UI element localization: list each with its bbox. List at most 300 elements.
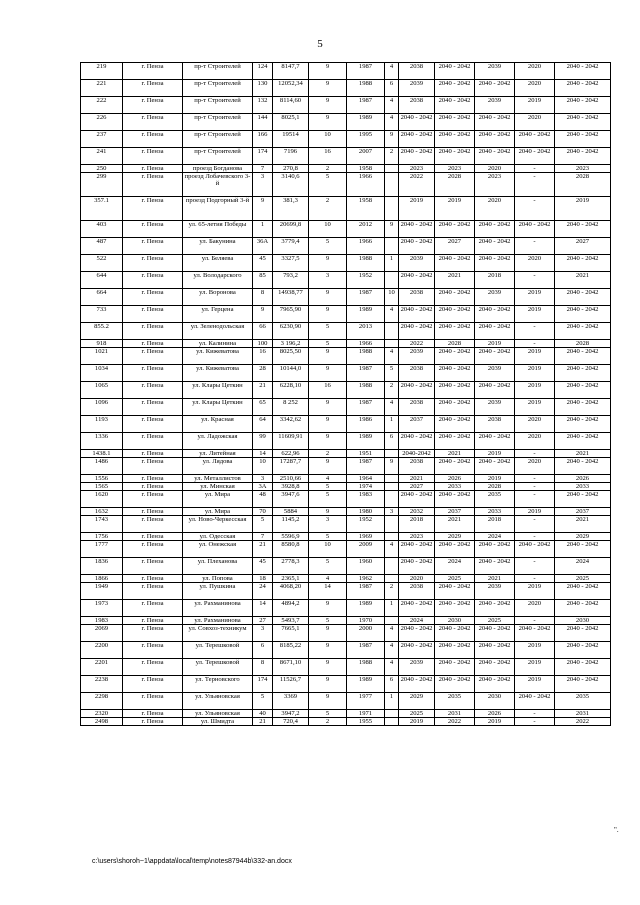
table-cell (385, 450, 399, 458)
table-cell: 2040 - 2042 (435, 458, 475, 475)
table-cell: ул. Клары Цеткин (183, 399, 253, 416)
table-cell: 2021 (435, 516, 475, 533)
table-cell: 2000 (347, 625, 385, 642)
table-cell: 5 (309, 340, 347, 348)
table-cell: пр-т Строителей (183, 148, 253, 165)
table-cell: 24 (253, 583, 273, 600)
table-cell: 2021 (555, 516, 611, 533)
table-cell: пр-т Строителей (183, 97, 253, 114)
table-cell: 2019 (515, 399, 555, 416)
table-cell: 2025 (555, 575, 611, 583)
table-cell: 9 (385, 458, 399, 475)
table-cell: 250 (81, 165, 123, 173)
table-cell: 10 (309, 541, 347, 558)
table-cell: ул. Шмидта (183, 718, 253, 726)
table-cell: 1 (253, 221, 273, 238)
table-cell: 2040 - 2042 (435, 131, 475, 148)
table-row (81, 625, 611, 642)
table-cell: 2040 - 2042 (555, 676, 611, 693)
table-cell: г. Пенза (123, 238, 183, 255)
table-cell: 2040 - 2042 (555, 148, 611, 165)
table-cell: ул. Плеханова (183, 558, 253, 575)
table-cell: 2040 - 2042 (399, 114, 435, 131)
table-cell: 9 (309, 365, 347, 382)
table-cell: 3369 (273, 693, 309, 710)
table-cell: г. Пенза (123, 642, 183, 659)
table-cell: 7965,90 (273, 306, 309, 323)
table-cell: 1 (385, 416, 399, 433)
table-cell: 5 (309, 483, 347, 491)
table-cell: ул. Терешковой (183, 659, 253, 676)
table-cell: 3 (253, 475, 273, 483)
table-cell: 174 (253, 676, 273, 693)
table-cell: - (515, 710, 555, 718)
table-cell: 2040 - 2042 (435, 659, 475, 676)
table-cell: ул. Ново-Черкесская (183, 516, 253, 533)
table-cell: 1960 (347, 558, 385, 575)
table-cell: 487 (81, 238, 123, 255)
table-cell: 10 (309, 221, 347, 238)
table-cell (385, 575, 399, 583)
table-cell: 6 (253, 642, 273, 659)
table-cell: 2040 - 2042 (475, 382, 515, 399)
table-cell: 174 (253, 148, 273, 165)
table-cell: 2019 (515, 348, 555, 365)
table-cell: 1988 (347, 80, 385, 97)
table-cell: 2031 (555, 710, 611, 718)
table-cell: ул. Совхоз-техникум (183, 625, 253, 642)
table-cell: 2020 (515, 114, 555, 131)
table-cell: 2040 - 2042 (475, 558, 515, 575)
table-cell: г. Пенза (123, 323, 183, 340)
table-cell: 2040 - 2042 (435, 676, 475, 693)
table-cell: 14 (253, 600, 273, 617)
table-cell: 2019 (475, 718, 515, 726)
table-cell: г. Пенза (123, 491, 183, 508)
table-cell: 2040 - 2042 (555, 306, 611, 323)
table-cell: 19514 (273, 131, 309, 148)
table-cell: 2040 - 2042 (475, 348, 515, 365)
table-cell: 3 (385, 508, 399, 516)
table-cell: 2040 - 2042 (435, 114, 475, 131)
table-cell: 2029 (435, 533, 475, 541)
table-cell: 1966 (347, 340, 385, 348)
table-cell: 2040 - 2042 (555, 323, 611, 340)
table-row (81, 710, 611, 718)
table-cell: 1989 (347, 306, 385, 323)
table-cell: ул. Кижеватова (183, 348, 253, 365)
table-cell: 2019 (515, 306, 555, 323)
table-cell (385, 558, 399, 575)
table-cell: 1556 (81, 475, 123, 483)
table-cell: 5 (309, 533, 347, 541)
table-cell: 16 (309, 382, 347, 399)
table-cell: 1977 (347, 693, 385, 710)
table-cell: 2022 (399, 173, 435, 197)
table-cell: - (515, 340, 555, 348)
table-cell: ул. Терешковой (183, 642, 253, 659)
table-cell: 2024 (435, 558, 475, 575)
table-cell: 2021 (435, 450, 475, 458)
table-cell: 9 (385, 131, 399, 148)
table-cell: 3А (253, 483, 273, 491)
table-cell: 5 (309, 617, 347, 625)
table-cell (385, 491, 399, 508)
table-cell: 6228,10 (273, 382, 309, 399)
table-cell: г. Пенза (123, 165, 183, 173)
table-cell (385, 340, 399, 348)
table-cell: 9 (309, 80, 347, 97)
table-cell (385, 197, 399, 221)
table-cell: 2040 - 2042 (555, 221, 611, 238)
table-cell: - (515, 617, 555, 625)
table-cell: ул. Калинина (183, 340, 253, 348)
table-cell: 2040 - 2042 (475, 625, 515, 642)
table-cell: ул. Попова (183, 575, 253, 583)
table-cell: 40 (253, 710, 273, 718)
table-cell: 124 (253, 63, 273, 80)
table-cell: - (515, 575, 555, 583)
table-cell: 1988 (347, 659, 385, 676)
table-cell: ул. Ульяновская (183, 693, 253, 710)
table-cell: 2040 - 2042 (475, 541, 515, 558)
table-cell (385, 238, 399, 255)
table-cell: ул. Володарского (183, 272, 253, 289)
table-cell: 1987 (347, 583, 385, 600)
table-cell: 2 (309, 197, 347, 221)
table-row (81, 416, 611, 433)
table-cell: 2019 (475, 475, 515, 483)
table-row (81, 340, 611, 348)
table-row (81, 541, 611, 558)
table-cell: 2022 (399, 340, 435, 348)
table-cell: 2040 - 2042 (399, 382, 435, 399)
table-cell: 2778,3 (273, 558, 309, 575)
table-cell: 1969 (347, 533, 385, 541)
table-cell: 4068,20 (273, 583, 309, 600)
table-cell: 4 (385, 659, 399, 676)
table-cell: 2040 - 2042 (515, 693, 555, 710)
table-cell: 8025,1 (273, 114, 309, 131)
table-cell: 2019 (475, 340, 515, 348)
table-cell: 1955 (347, 718, 385, 726)
table-cell: 1 (385, 693, 399, 710)
table-cell: 2040 - 2042 (399, 600, 435, 617)
table-row (81, 131, 611, 148)
table-cell: 9 (309, 114, 347, 131)
table-cell: 6230,90 (273, 323, 309, 340)
table-cell: 4 (385, 399, 399, 416)
table-cell: 2038 (399, 399, 435, 416)
table-cell: 720,4 (273, 718, 309, 726)
table-cell: 2025 (475, 617, 515, 625)
table-cell: 8 (253, 659, 273, 676)
table-cell: ул. Ульяновская (183, 710, 253, 718)
table-cell: 2040 - 2042 (555, 625, 611, 642)
table-cell: г. Пенза (123, 710, 183, 718)
table-cell: 1964 (347, 475, 385, 483)
table-cell: 9 (253, 306, 273, 323)
table-cell (385, 272, 399, 289)
table-cell: 7 (253, 533, 273, 541)
table-cell: 622,96 (273, 450, 309, 458)
table-cell: 2040 - 2042 (555, 131, 611, 148)
table-cell: 5 (309, 558, 347, 575)
table-cell: 9 (309, 63, 347, 80)
table-cell: 2040 - 2042 (555, 583, 611, 600)
table-cell: 4 (385, 114, 399, 131)
table-cell: 4 (309, 475, 347, 483)
table-cell: 1974 (347, 483, 385, 491)
table-cell: 2040 - 2042 (555, 289, 611, 306)
table-cell: 299 (81, 173, 123, 197)
table-cell: 2026 (435, 475, 475, 483)
table-cell: г. Пенза (123, 575, 183, 583)
table-cell: 2 (309, 450, 347, 458)
table-cell: г. Пенза (123, 475, 183, 483)
table-cell: 2038 (399, 458, 435, 475)
table-cell: 2007 (347, 148, 385, 165)
table-cell: 2026 (555, 475, 611, 483)
table-cell: 2012 (347, 221, 385, 238)
table-cell: 3947,2 (273, 710, 309, 718)
table-cell: 36А (253, 238, 273, 255)
table-row (81, 533, 611, 541)
table-cell: 3342,62 (273, 416, 309, 433)
table-cell: 2039 (475, 583, 515, 600)
table-cell: г. Пенза (123, 340, 183, 348)
table-cell: 2030 (435, 617, 475, 625)
table-cell (385, 475, 399, 483)
table-cell: 8671,10 (273, 659, 309, 676)
table-cell: 2009 (347, 541, 385, 558)
table-cell: 2033 (475, 508, 515, 516)
table-cell: ул. Мира (183, 491, 253, 508)
table-cell: г. Пенза (123, 382, 183, 399)
table-cell: 5 (253, 693, 273, 710)
table-cell: 1983 (347, 491, 385, 508)
table-cell: 8 (253, 289, 273, 306)
table-cell: г. Пенза (123, 114, 183, 131)
table-cell: 8147,7 (273, 63, 309, 80)
table-cell: 7196 (273, 148, 309, 165)
table-cell: 2040 - 2042 (475, 148, 515, 165)
table-row (81, 450, 611, 458)
table-cell: ул. Зеленодольская (183, 323, 253, 340)
table-cell: 2040 - 2042 (435, 323, 475, 340)
table-cell: 2040 - 2042 (555, 80, 611, 97)
table-cell: 2040 - 2042 (555, 399, 611, 416)
table-cell: 2029 (555, 533, 611, 541)
table-cell: 3 (253, 625, 273, 642)
table-cell: 3 (309, 272, 347, 289)
table-cell: г. Пенза (123, 508, 183, 516)
table-row (81, 575, 611, 583)
table-cell: 9 (309, 458, 347, 475)
table-cell: 2024 (399, 617, 435, 625)
table-row (81, 63, 611, 80)
table-cell: 9 (309, 348, 347, 365)
table-row (81, 114, 611, 131)
table-cell: 14 (309, 583, 347, 600)
table-cell: 2020 (515, 458, 555, 475)
table-cell: 6 (385, 433, 399, 450)
table-cell: 2039 (475, 289, 515, 306)
table-cell: 8 252 (273, 399, 309, 416)
table-cell: г. Пенза (123, 148, 183, 165)
table-cell: 2038 (399, 63, 435, 80)
table-cell: 6 (385, 80, 399, 97)
table-cell: 2040 - 2042 (399, 306, 435, 323)
table-cell: г. Пенза (123, 693, 183, 710)
table-cell (385, 710, 399, 718)
table-cell: 644 (81, 272, 123, 289)
table-cell: 793,2 (273, 272, 309, 289)
table-cell: 2 (385, 382, 399, 399)
table-cell: 7665,1 (273, 625, 309, 642)
table-cell: г. Пенза (123, 289, 183, 306)
table-cell: 2040 - 2042 (475, 238, 515, 255)
table-cell: 2031 (435, 710, 475, 718)
table-cell: 2040 - 2042 (555, 642, 611, 659)
table-cell: 2039 (475, 399, 515, 416)
table-cell: г. Пенза (123, 348, 183, 365)
table-cell: 2035 (435, 693, 475, 710)
table-cell: г. Пенза (123, 617, 183, 625)
table-cell: 2020 (515, 255, 555, 272)
table-cell: 2040 - 2042 (435, 63, 475, 80)
table-cell: 2018 (399, 516, 435, 533)
table-cell: 2040 - 2042 (399, 625, 435, 642)
table-cell: ул. Герцена (183, 306, 253, 323)
table-cell: 2040 - 2042 (475, 221, 515, 238)
table-cell: 2200 (81, 642, 123, 659)
table-cell: ул. Терновского (183, 676, 253, 693)
table-cell: 1971 (347, 710, 385, 718)
table-cell: 2030 (475, 693, 515, 710)
table-cell: 2039 (399, 80, 435, 97)
table-row (81, 323, 611, 340)
table-cell: г. Пенза (123, 718, 183, 726)
table-cell: 2040 - 2042 (399, 676, 435, 693)
table-cell: 2021 (475, 575, 515, 583)
table-cell: 166 (253, 131, 273, 148)
table-cell: 2021 (555, 450, 611, 458)
table-cell: 2022 (555, 718, 611, 726)
table-cell: 2026 (475, 710, 515, 718)
table-cell: пр-т Строителей (183, 63, 253, 80)
table-cell: 3779,4 (273, 238, 309, 255)
table-cell: 9 (309, 255, 347, 272)
table-cell: 1021 (81, 348, 123, 365)
table-cell: 2069 (81, 625, 123, 642)
table-cell: 2028 (435, 340, 475, 348)
table-row (81, 382, 611, 399)
table-row (81, 272, 611, 289)
table-cell: 1 (385, 255, 399, 272)
table-cell: 2035 (475, 491, 515, 508)
table-cell: 4 (385, 541, 399, 558)
table-cell: 1777 (81, 541, 123, 558)
table-cell: 2040 - 2042 (555, 114, 611, 131)
table-cell: - (515, 173, 555, 197)
table-cell: 5 (309, 173, 347, 197)
table-row (81, 676, 611, 693)
table-cell: 2023 (475, 173, 515, 197)
table-cell: 2039 (475, 97, 515, 114)
table-cell: 2040 - 2042 (475, 306, 515, 323)
table-cell: 2020 (515, 63, 555, 80)
table-row (81, 508, 611, 516)
table-cell: 2040 - 2042 (435, 382, 475, 399)
table-cell: 1962 (347, 575, 385, 583)
table-cell: 2021 (555, 272, 611, 289)
table-cell: 9 (309, 399, 347, 416)
table-cell: 2 (385, 583, 399, 600)
table-cell (385, 483, 399, 491)
table-cell: 2028 (435, 173, 475, 197)
table-cell: 2020 (515, 80, 555, 97)
table-cell: 1980 (347, 508, 385, 516)
table-cell: 2040 - 2042 (475, 659, 515, 676)
table-cell: 2021 (435, 272, 475, 289)
table-cell: 3140,6 (273, 173, 309, 197)
table-cell: ул. Лядова (183, 458, 253, 475)
table-cell: 2030 (555, 617, 611, 625)
table-cell: 1565 (81, 483, 123, 491)
table-cell: 2040 - 2042 (475, 80, 515, 97)
table-cell: 99 (253, 433, 273, 450)
table-cell: 2040 - 2042 (475, 458, 515, 475)
table-cell: 10 (309, 131, 347, 148)
table-cell: 2033 (555, 483, 611, 491)
table-cell: 9 (309, 659, 347, 676)
table-cell: пр-т Строителей (183, 114, 253, 131)
table-cell (385, 516, 399, 533)
table-cell: 2040 - 2042 (475, 676, 515, 693)
table-cell: - (515, 718, 555, 726)
table-cell: 1988 (347, 255, 385, 272)
table-cell: 4894,2 (273, 600, 309, 617)
table-cell: 1989 (347, 433, 385, 450)
table-cell: 1989 (347, 676, 385, 693)
table-cell: г. Пенза (123, 483, 183, 491)
table-row (81, 221, 611, 238)
table-cell: 2040 - 2042 (399, 323, 435, 340)
table-cell: 2040 - 2042 (555, 433, 611, 450)
table-cell: 2040 - 2042 (435, 306, 475, 323)
table-cell: г. Пенза (123, 173, 183, 197)
table-cell: ул. Беляева (183, 255, 253, 272)
table-cell: 2498 (81, 718, 123, 726)
table-cell: 2037 (435, 508, 475, 516)
table-cell: г. Пенза (123, 97, 183, 114)
table-cell: - (515, 475, 555, 483)
table-cell: 2040 - 2042 (435, 365, 475, 382)
table-cell: 2020 (475, 165, 515, 173)
table-cell: 2040 - 2042 (435, 491, 475, 508)
table-cell: 100 (253, 340, 273, 348)
table-cell: ул. Рахманинова (183, 600, 253, 617)
table-cell: 2040 - 2042 (475, 255, 515, 272)
table-cell: 130 (253, 80, 273, 97)
table-cell: - (515, 533, 555, 541)
table-cell: 2019 (435, 197, 475, 221)
table-row (81, 617, 611, 625)
table-cell: 144 (253, 114, 273, 131)
table-row (81, 642, 611, 659)
page-number: 5 (317, 38, 323, 50)
